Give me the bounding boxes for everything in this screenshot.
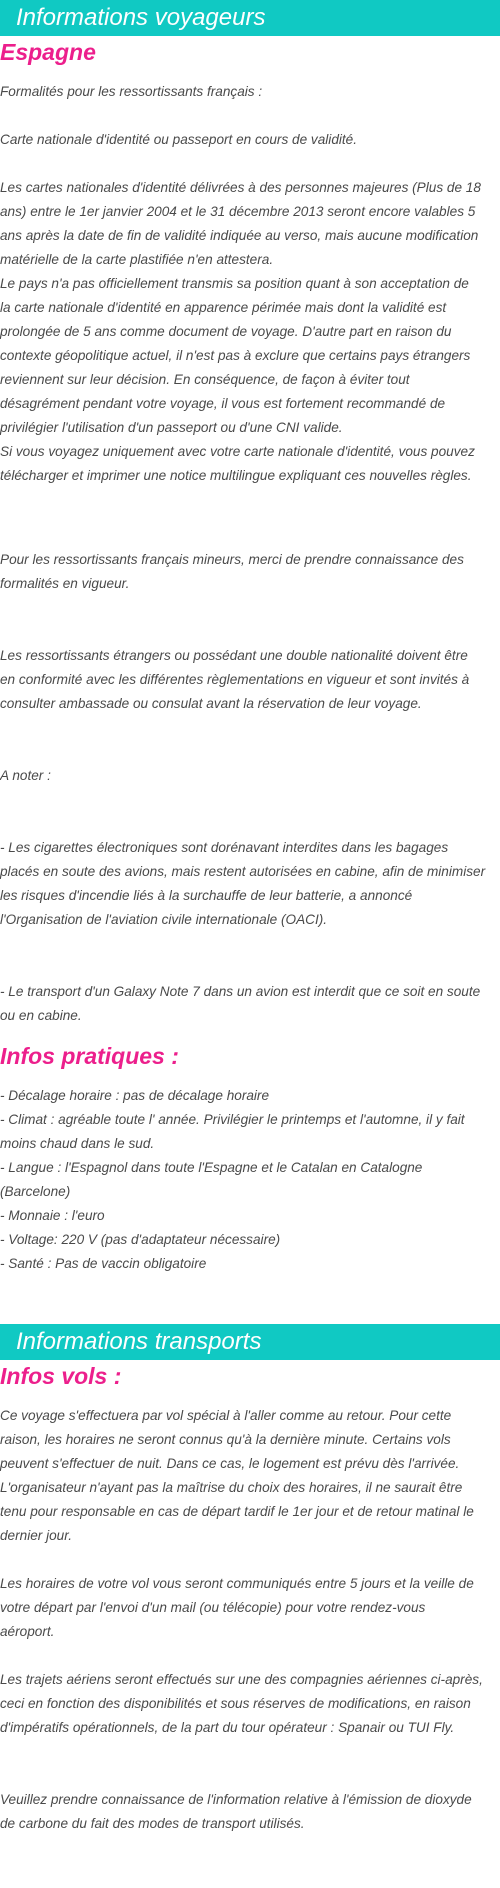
mineurs-paragraph: Pour les ressortissants français mineurs, merci de prendre connaissance des formalités en vigueur. [0, 552, 464, 591]
infos-vols-heading: Infos vols : [0, 1363, 122, 1389]
infos-pratiques-heading: Infos pratiques : [0, 1043, 179, 1069]
co2-paragraph: Veuillez prendre connaissance de l'information relative à l'émission de dioxyde de carbone du fait des modes de transport utilisés. [0, 1792, 472, 1831]
horaires-paragraph: Les horaires de votre vol vous seront communiqués entre 5 jours et la veille de votre départ par l'envoi d'un mail (ou télécopie) pour votre rendez-vous aéroport. [0, 1576, 474, 1639]
vols-paragraph: Ce voyage s'effectuera par vol spécial à l'aller comme au retour. Pour cette raison, les horaires ne seront connus qu'à la dernière minute. Certains vols peuvent s'effectuer de nuit. Dans ce cas, le logement est prévu dès l'arrivée. L'organisateur n'ayant pas la maîtrise du choix des horaires, il ne saurait être tenu pour responsable en cas de départ tardif le 1er jour et de retour matinal le dernier jour. [0, 1408, 474, 1543]
etrangers-paragraph: Les ressortissants étrangers ou possédant une double nationalité doivent être en conformité avec les différentes règlementations en vigueur et sont invités à consulter ambassade ou consulat avant la réservation de leur voyage. [0, 648, 470, 711]
cni-paragraph: Les cartes nationales d'identité délivrées à des personnes majeures (Plus de 18 ans) entre le 1er janvier 2004 et le 31 décembre 2013 seront encore valables 5 ans après la date de fin de validité indiquée au verso, mais aucune modification matérielle de la carte plastifiée n'en attestera. Le pays n'a pas officiellement transmis sa position quant à son acceptation de la carte nationale d'identité en apparence périmée mais dont la validité est prolongée de 5 ans comme document de voyage. D'autre part en raison du contexte géopolitique actuel, il n'est pas à exclure que certains pays étrangers reviennent sur leur décision. En conséquence, de façon à éviter tout désagrément pendant votre voyage, il vous est fortement recommandé de privilégier l'utilisation d'un passeport ou d'une CNI valide. Si vous voyagez uniquement avec votre carte nationale d'identité, vous pouvez télécharger et imprimer une notice multilingue expliquant ces nouvelles règles. [0, 180, 481, 483]
cigarettes-paragraph: - Les cigarettes électroniques sont dorénavant interdites dans les bagages placés en soute des avions, mais restent autorisées en cabine, afin de minimiser les risques d'incendie liés à la surchauffe de leur batterie, a annoncé l'Organisation de l'aviation civile internationale (OACI). [0, 840, 486, 927]
band-title: Informations transports [16, 1328, 262, 1355]
section-band-voyageurs [0, 0, 500, 36]
galaxy-paragraph: - Le transport d'un Galaxy Note 7 dans un avion est interdit que ce soit en soute ou en cabine. [0, 984, 481, 1023]
section-band-transports [0, 1324, 500, 1360]
carte-text: Carte nationale d'identité ou passeport en cours de validité. [0, 132, 358, 147]
a-noter-label: A noter : [0, 768, 51, 783]
trajets-paragraph: Les trajets aériens seront effectués sur une des compagnies aériennes ci-après, ceci en fonction des disponibilités et sous réserves de modifications, en raison d'impératifs opérationnels, de la part du tour opérateur : Spanair ou TUI Fly. [0, 1672, 483, 1735]
country-heading: Espagne [0, 39, 96, 65]
formalites-title: Formalités pour les ressortissants français : [0, 84, 263, 99]
infos-pratiques-list: - Décalage horaire : pas de décalage horaire - Climat : agréable toute l' année. Privilégier le printemps et l'automne, il y fait moins chaud dans le sud. - Langue : l'Espagnol dans toute l'Espagne et le Catalan en Catalogne (Barcelone) - Monnaie : l'euro - Voltage: 220 V (pas d'adaptateur nécessaire) - Santé : Pas de vaccin obligatoire [0, 1088, 465, 1271]
band-title: Informations voyageurs [16, 4, 266, 31]
